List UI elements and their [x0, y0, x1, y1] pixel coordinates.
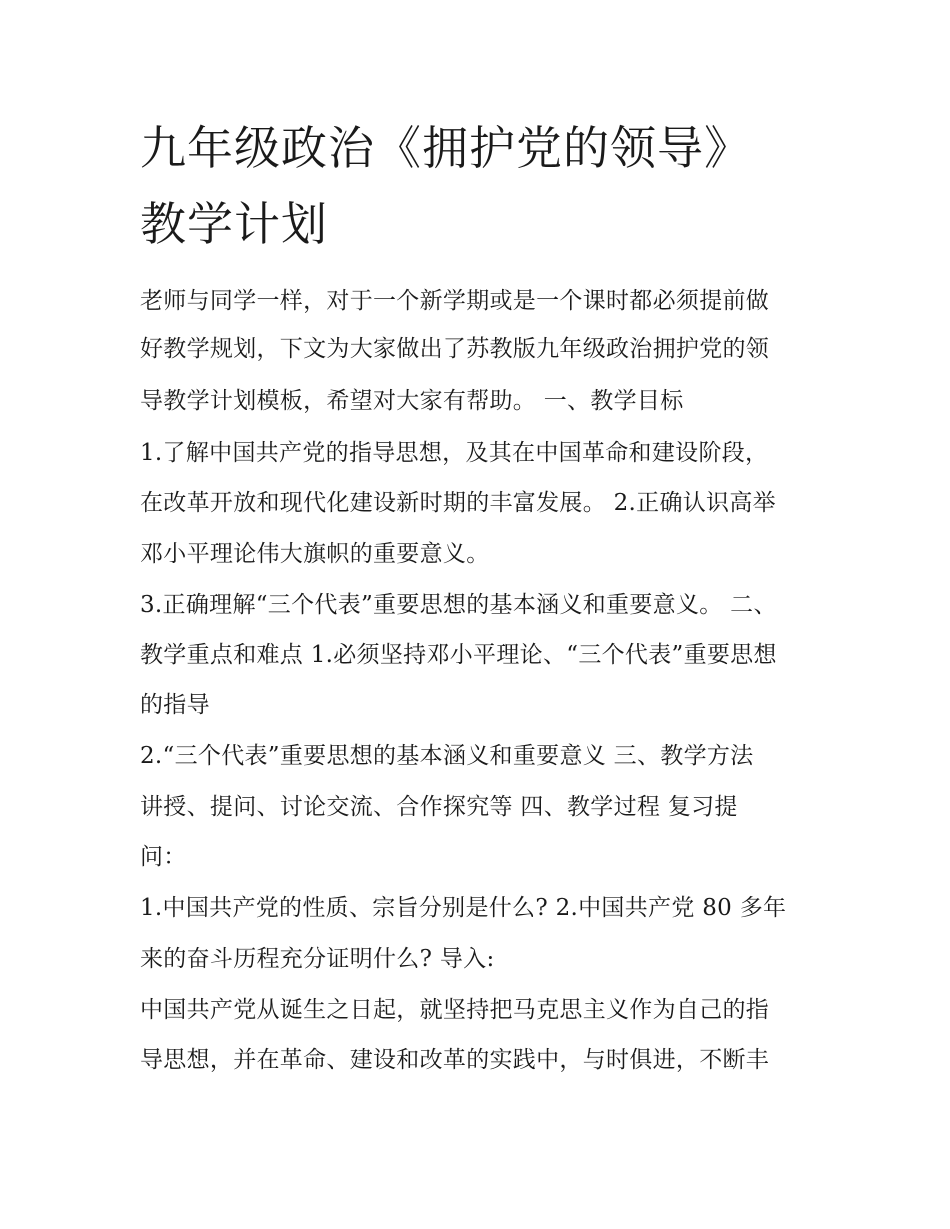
body-line-10: 2.“三个代表”重要思想的基本涵义和重要意义 三、教学方法 [140, 743, 754, 769]
body-line-4: 1.了解中国共产党的指导思想，及其在中国革命和建设阶段， [140, 440, 769, 466]
body-line-2: 好教学规划，下文为大家做出了苏教版九年级政治拥护党的领 [140, 336, 770, 362]
body-line-7: 3.正确理解“三个代表”重要思想的基本涵义和重要意义。 二、 [140, 592, 777, 618]
body-line-16: 导思想，并在革命、建设和改革的实践中，与时俱进，不断丰 [140, 1047, 770, 1073]
body-line-9: 的指导 [140, 692, 210, 718]
body-line-13: 1.中国共产党的性质、宗旨分别是什么? 2.中国共产党 80 多年 [140, 895, 787, 921]
body-line-8: 教学重点和难点 1.必须坚持邓小平理论、“三个代表”重要思想 [140, 642, 777, 668]
body-line-12: 问： [140, 844, 187, 870]
body-line-11: 讲授、提问、讨论交流、合作探究等 四、教学过程 复习提 [140, 794, 738, 820]
body-line-14: 来的奋斗历程充分证明什么? 导入: [140, 946, 495, 972]
document-title-line-2: 教学计划 [140, 197, 328, 251]
body-line-1: 老师与同学一样，对于一个新学期或是一个课时都必须提前做 [140, 288, 770, 314]
body-line-5: 在改革开放和现代化建设新时期的丰富发展。 2.正确认识高举 [140, 490, 776, 516]
body-line-15: 中国共产党从诞生之日起，就坚持把马克思主义作为自己的指 [140, 997, 770, 1023]
document-title-line-1: 九年级政治《拥护党的领导》 [140, 121, 751, 175]
body-line-6: 邓小平理论伟大旗帜的重要意义。 [140, 541, 490, 567]
body-line-3: 导教学计划模板，希望对大家有帮助。 一、教学目标 [140, 388, 684, 414]
